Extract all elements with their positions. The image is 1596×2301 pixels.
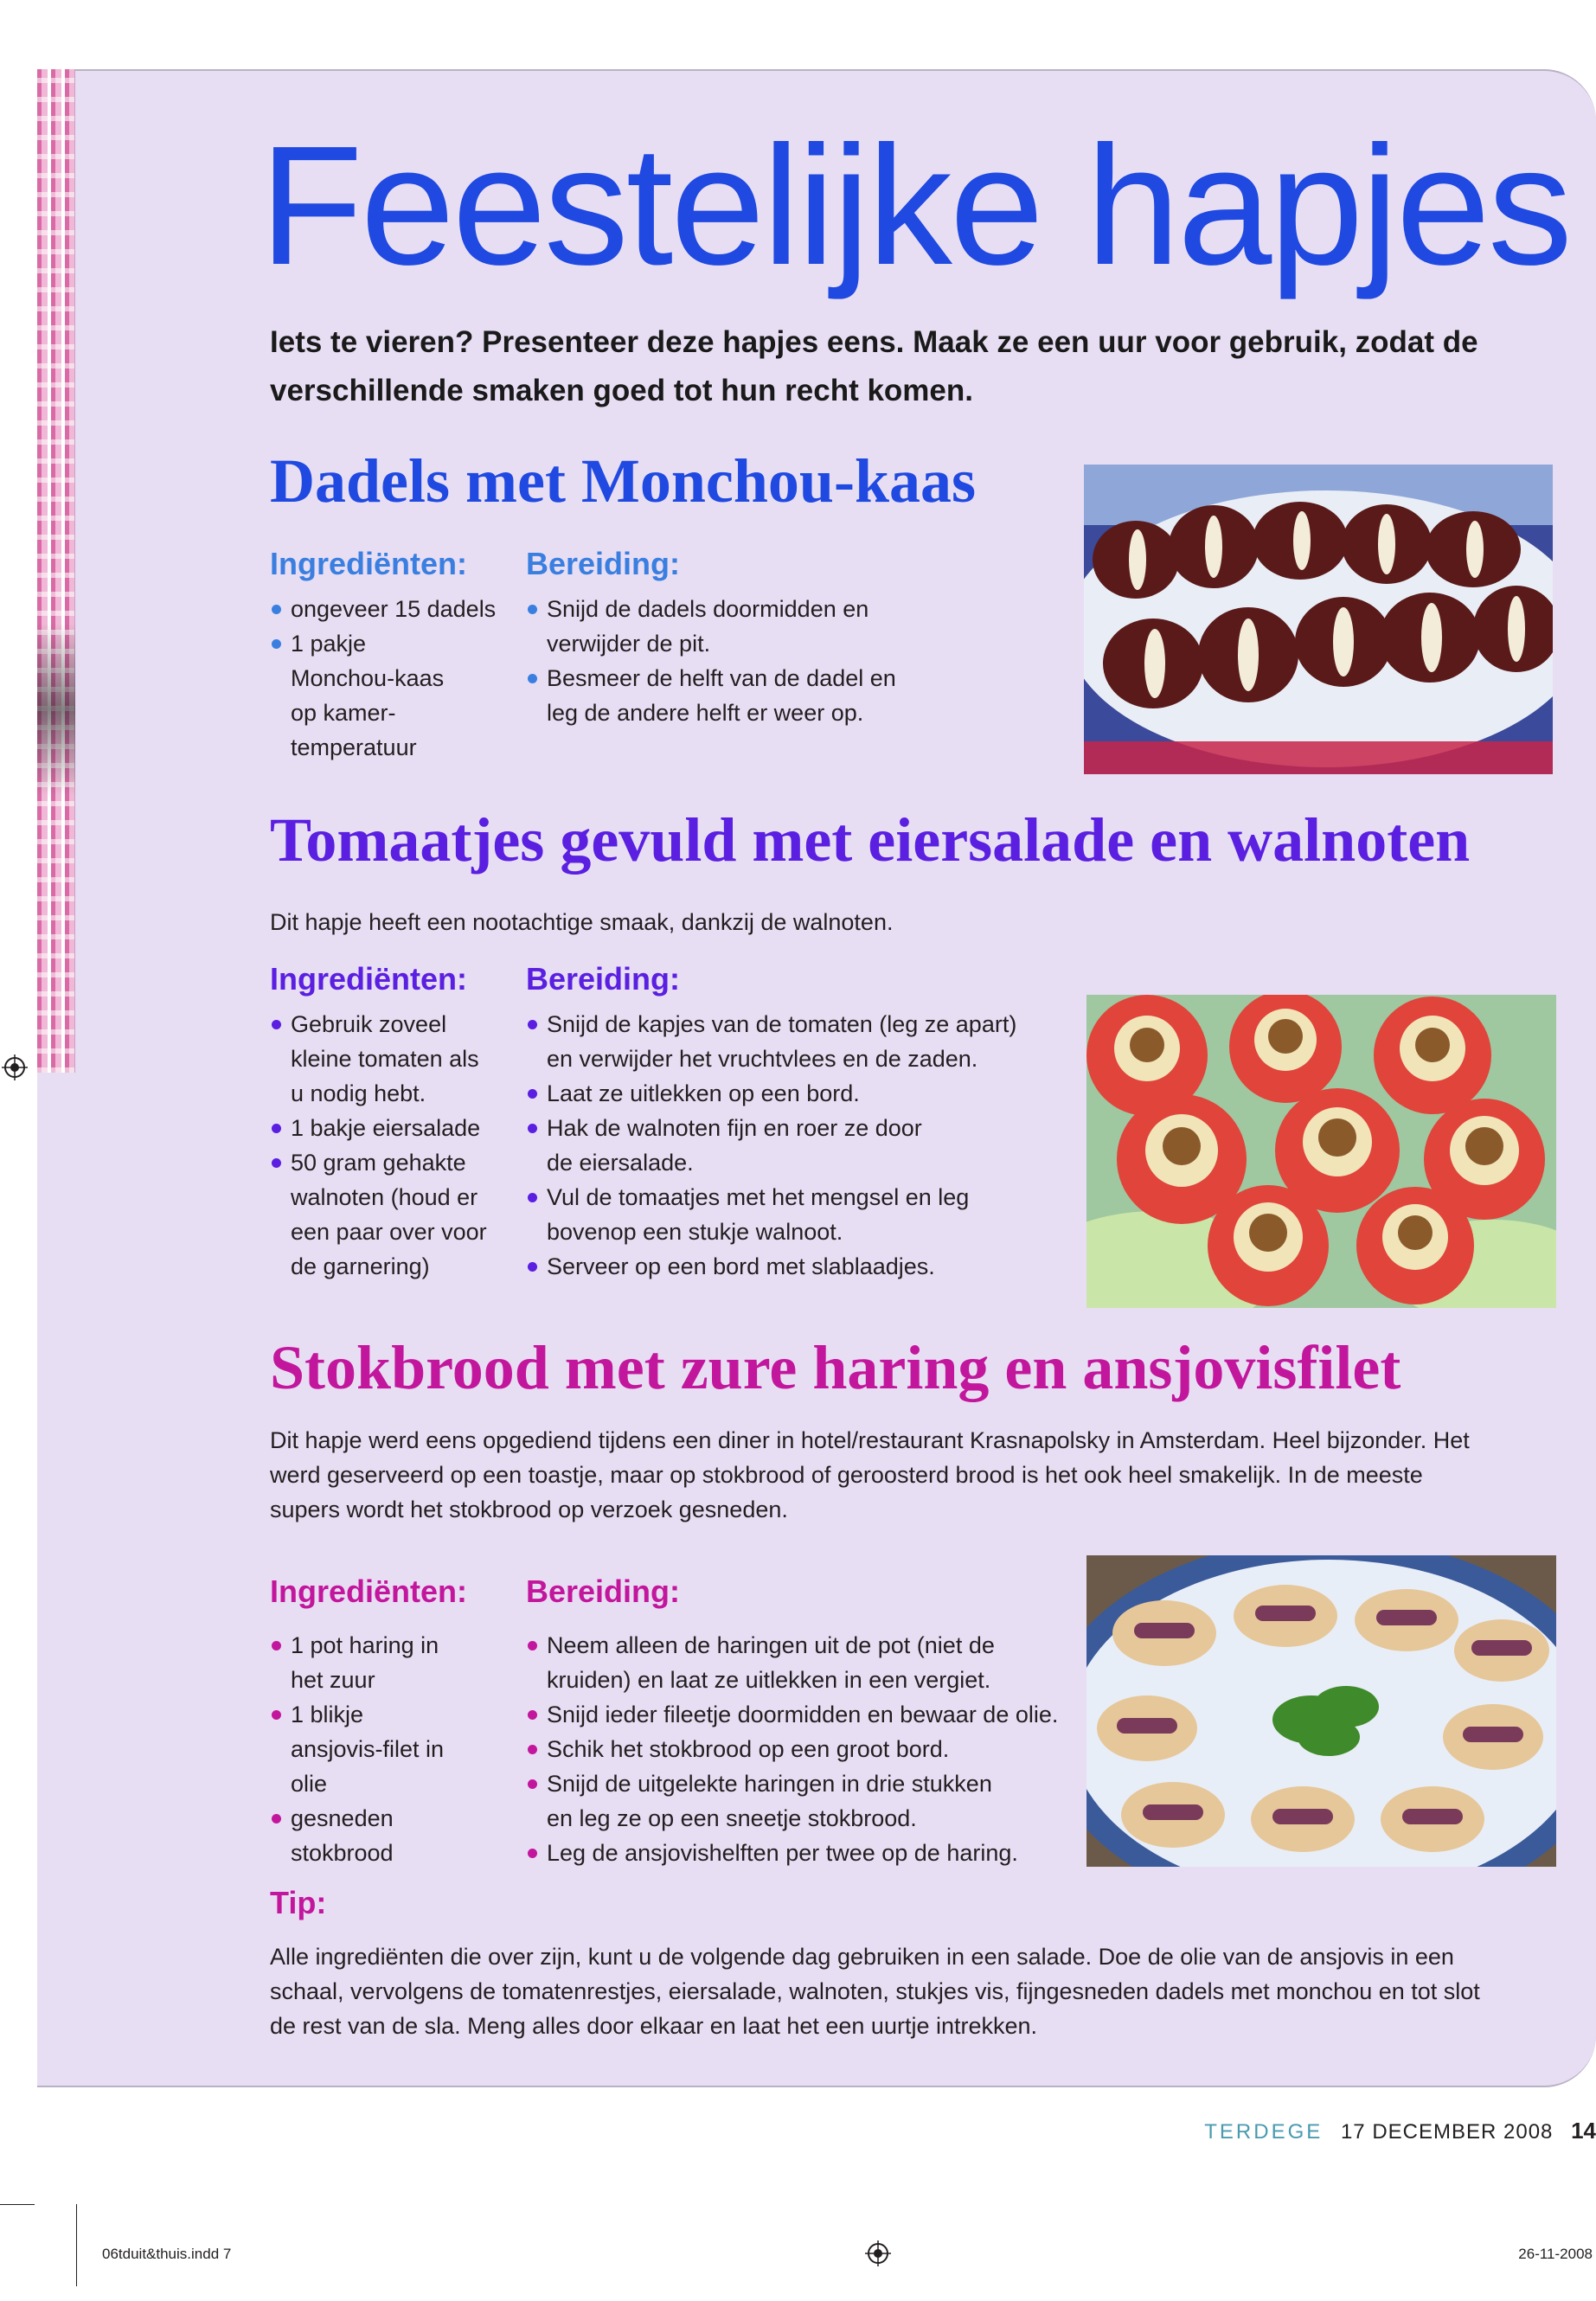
- list-item: Snijd ieder fileetje doormidden en bewaar de olie.: [526, 1697, 1071, 1732]
- recipe-2-description: Dit hapje heeft een nootachtige smaak, dankzij de walnoten.: [270, 909, 894, 935]
- list-item: 50 gram gehakte walnoten (houd er een paar over voor de garnering): [270, 1145, 495, 1284]
- list-item: Leg de ansjovishelften per twee op de haring.: [526, 1836, 1071, 1870]
- list-item: Besmeer de helft van de dadel en leg de andere helft er weer op.: [526, 661, 933, 730]
- recipe-1-ingredients-list: [270, 592, 502, 765]
- page-intro: Iets te vieren? Presenteer deze hapjes eens. Maak ze een uur voor gebruik, zodat de verschillende smaken goed tot hun recht komen.: [270, 325, 1478, 407]
- recipe-2-steps-list: [526, 1007, 1045, 1284]
- dates-stuffed-cheese-photo: [1084, 465, 1553, 774]
- recipe-2-title: Tomaatjes gevuld met eiersalade en walnoten: [270, 805, 1471, 875]
- recipe-1-steps-list: [526, 592, 933, 730]
- page-footer: [1204, 2118, 1596, 2144]
- list-item: Gebruik zoveel kleine tomaten als u nodig hebt.: [270, 1007, 486, 1111]
- tablecloth-photo-strip: [37, 69, 75, 1073]
- recipe-3-title: Stokbrood met zure haring en ansjovisfilet: [270, 1333, 1401, 1402]
- page-number: 14: [1571, 2118, 1596, 2144]
- crop-mark: [76, 2204, 77, 2286]
- list-item: 1 pot haring in het zuur: [270, 1628, 456, 1697]
- print-slug-date: 26-11-2008: [1518, 2246, 1593, 2262]
- list-item: 1 blikje ansjovis-filet in olie: [270, 1697, 456, 1801]
- list-item: Snijd de kapjes van de tomaten (leg ze apart) en verwijder het vruchtvlees en de zaden.: [526, 1007, 1032, 1076]
- magazine-name: TERDEGE: [1204, 2120, 1324, 2144]
- tablecloth-shadow: [37, 623, 75, 796]
- recipe-1-ingredients-heading: Ingrediënten:: [270, 546, 468, 581]
- herring-baguette-photo: [1086, 1555, 1556, 1867]
- registration-mark-icon: [865, 2240, 891, 2266]
- registration-mark-icon: [2, 1054, 28, 1080]
- recipe-3-ingredients-heading: Ingrediënten:: [270, 1574, 468, 1609]
- recipe-2-preparation-heading: Bereiding:: [526, 961, 681, 997]
- page-title: Feestelijke hapjes: [260, 111, 1570, 300]
- list-item: Neem alleen de haringen uit de pot (niet de kruiden) en laat ze uitlekken in een vergiet.: [526, 1628, 1010, 1697]
- list-item: 1 bakje eiersalade: [270, 1111, 503, 1145]
- list-item: Snijd de uitgelekte haringen in drie stukken en leg ze op een sneetje stokbrood.: [526, 1766, 1019, 1836]
- tip-text: Alle ingrediënten die over zijn, kunt u de volgende dag gebruiken in een salade. Doe de olie van de ansjovis in een schaal, vervolgens de tomatenrestjes, eiersalade, walnoten, stukjes vis, fijngesneden dadels met monchou en tot slot de rest van de sla. Meng alles door elkaar en laat het een uurtje intrekken.: [270, 1944, 1480, 2039]
- recipe-1-preparation-heading: Bereiding:: [526, 546, 681, 581]
- list-item: Vul de tomaatjes met het mengsel en leg bovenop een stukje walnoot.: [526, 1180, 984, 1249]
- list-item: Snijd de dadels doormidden en verwijder de pit.: [526, 592, 889, 661]
- recipe-3-ingredients-list: [270, 1628, 486, 1870]
- list-item: ongeveer 15 dadels: [270, 592, 502, 626]
- recipe-3-preparation-heading: Bereiding:: [526, 1574, 681, 1609]
- print-slug-file: 06tduit&thuis.indd 7: [102, 2246, 232, 2262]
- recipe-3-description: Dit hapje werd eens opgediend tijdens een diner in hotel/restaurant Krasnapolsky in Amsterdam. Heel bijzonder. Het werd geserveerd op een toastje, maar op stokbrood of geroosterd brood is het ook heel smakelijk. In de meeste supers wordt het stokbrood op verzoek gesneden.: [270, 1427, 1470, 1522]
- list-item: Schik het stokbrood op een groot bord.: [526, 1732, 1071, 1766]
- list-item: Laat ze uitlekken op een bord.: [526, 1076, 1045, 1111]
- recipe-2-ingredients-list: [270, 1007, 503, 1284]
- recipe-3-steps-list: [526, 1628, 1071, 1870]
- list-item: gesneden stokbrood: [270, 1801, 443, 1870]
- issue-date: 17 DECEMBER 2008: [1340, 2120, 1554, 2144]
- crop-mark: [0, 2204, 35, 2205]
- tip-heading: Tip:: [270, 1885, 327, 1920]
- list-item: 1 pakje Monchou-kaas op kamer-temperatuur: [270, 626, 456, 765]
- recipe-2-ingredients-heading: Ingrediënten:: [270, 961, 468, 997]
- stuffed-tomatoes-photo: [1086, 995, 1556, 1308]
- recipe-1-title: Dadels met Monchou-kaas: [270, 446, 977, 516]
- list-item: Serveer op een bord met slablaadjes.: [526, 1249, 1045, 1284]
- list-item: Hak de walnoten fijn en roer ze door de eiersalade.: [526, 1111, 933, 1180]
